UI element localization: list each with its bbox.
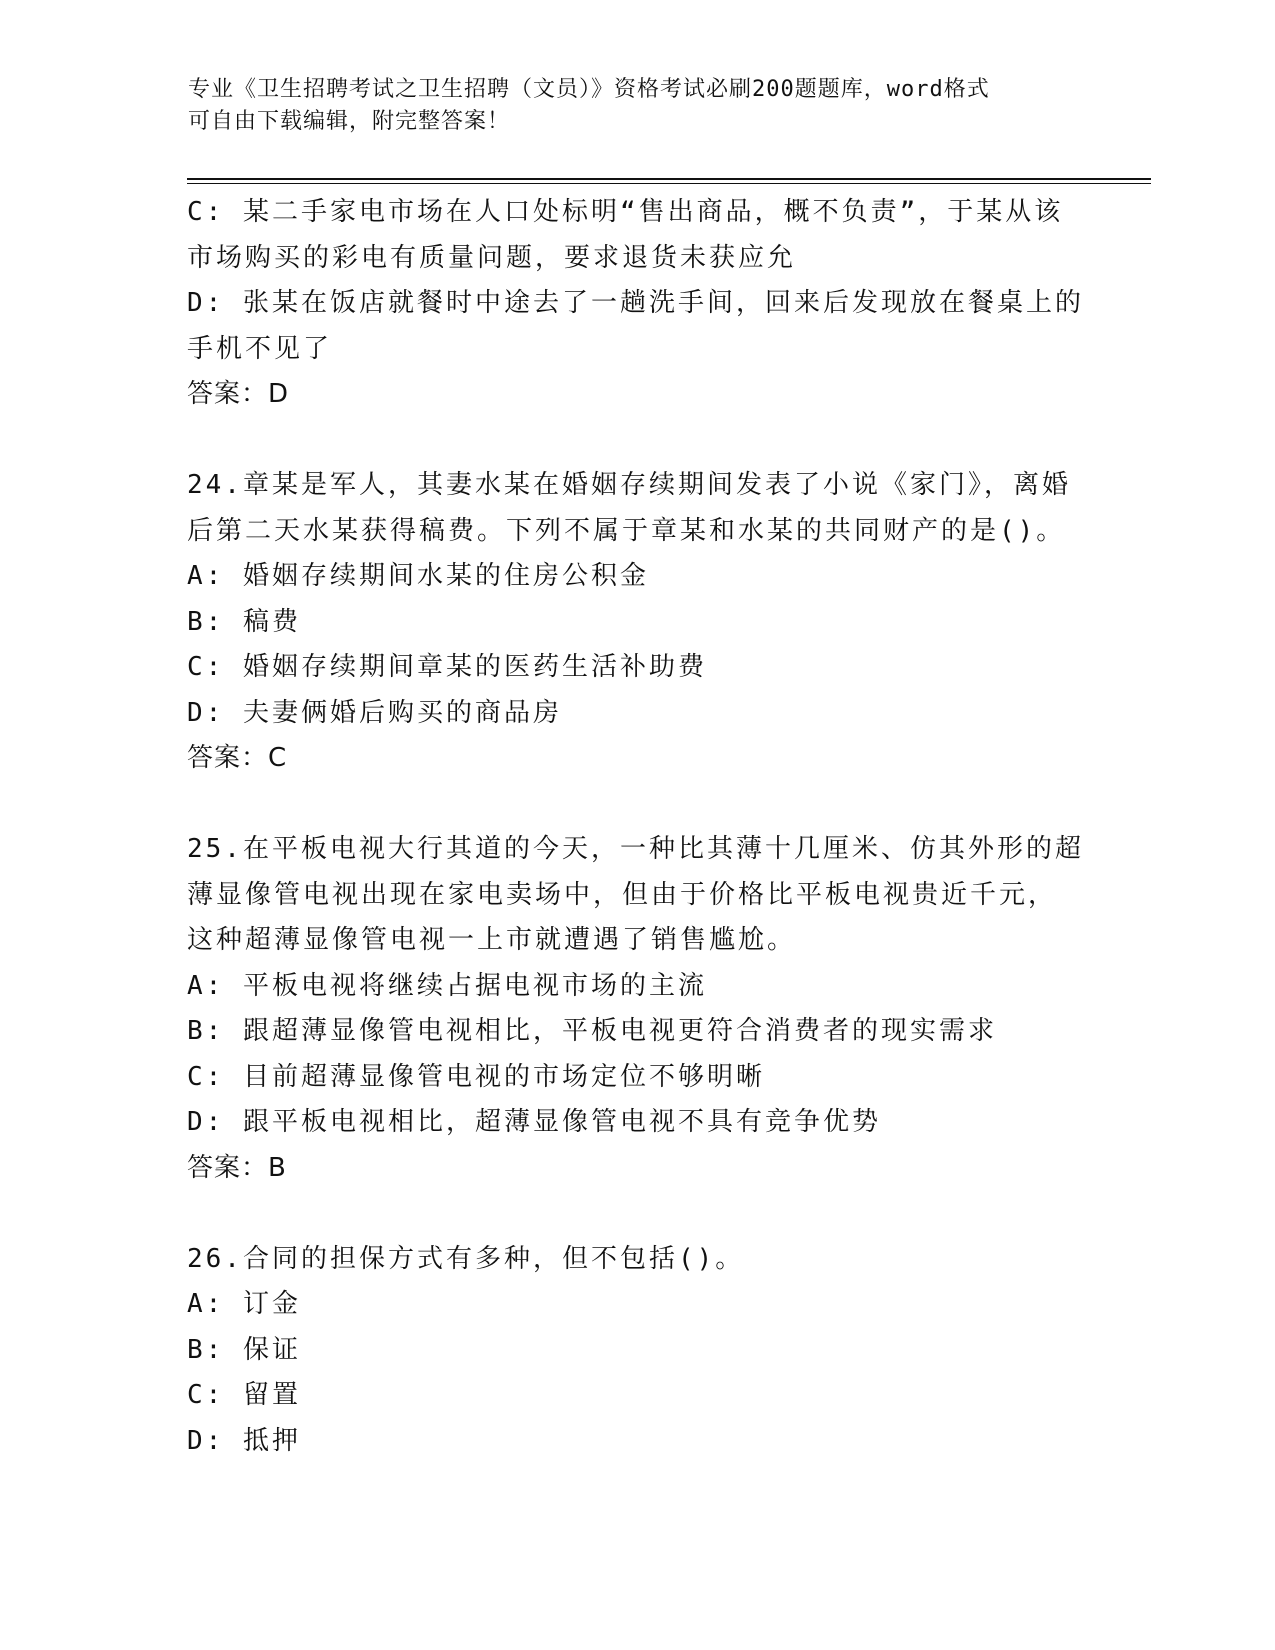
option-c: C: 婚姻存续期间章某的医药生活补助费 bbox=[187, 652, 707, 682]
answer: 答案：B bbox=[187, 1152, 287, 1183]
option-d: D: 跟平板电视相比，超薄显像管电视不具有竞争优势 bbox=[187, 1107, 881, 1137]
option-d-continued: 手机不见了 bbox=[187, 333, 333, 364]
question-stem: 26.合同的担保方式有多种，但不包括()。 bbox=[187, 1243, 745, 1274]
question-25 bbox=[187, 827, 1087, 1191]
option-a: A: 婚姻存续期间水某的住房公积金 bbox=[187, 561, 649, 591]
header-divider-top bbox=[187, 178, 1151, 180]
answer: 答案：C bbox=[187, 743, 288, 773]
option-b: B: 保证 bbox=[187, 1334, 301, 1365]
question-26 bbox=[187, 1237, 1087, 1465]
question-23-continued bbox=[187, 190, 1087, 418]
option-c: C: 某二手家电市场在人口处标明“售出商品，概不负责”，于某从该 bbox=[187, 197, 1064, 227]
question-stem: 24.章某是军人，其妻水某在婚姻存续期间发表了小说《家门》，离婚 bbox=[187, 470, 1071, 500]
option-c: C: 目前超薄显像管电视的市场定位不够明晰 bbox=[187, 1061, 765, 1092]
option-d: D: 抵押 bbox=[187, 1425, 301, 1456]
option-d: D: 夫妻俩婚后购买的商品房 bbox=[187, 697, 562, 728]
header-title-line-1: 专业《卫生招聘考试之卫生招聘（文员）》资格考试必刷200题题库，word格式 bbox=[188, 77, 990, 102]
option-c: C: 留置 bbox=[187, 1380, 301, 1410]
option-a: A: 订金 bbox=[187, 1289, 301, 1319]
header-title-line-2: 可自由下载编辑，附完整答案！ bbox=[188, 109, 511, 134]
question-stem: 25.在平板电视大行其道的今天，一种比其薄十几厘米、仿其外形的超 bbox=[187, 834, 1084, 864]
spacer bbox=[187, 418, 1087, 464]
page-header bbox=[188, 74, 1068, 138]
option-c-continued: 市场购买的彩电有质量问题，要求退货未获应允 bbox=[187, 242, 797, 273]
spacer bbox=[187, 1191, 1087, 1237]
question-24 bbox=[187, 463, 1087, 782]
option-d: D: 张某在饭店就餐时中途去了一趟洗手间，回来后发现放在餐桌上的 bbox=[187, 288, 1084, 318]
header-divider-bottom bbox=[187, 183, 1151, 184]
answer: 答案：D bbox=[187, 379, 290, 409]
question-stem-continued: 薄显像管电视出现在家电卖场中，但由于价格比平板电视贵近千元， bbox=[187, 879, 1058, 910]
spacer bbox=[187, 782, 1087, 828]
question-stem-continued: 这种超薄显像管电视一上市就遭遇了销售尴尬。 bbox=[187, 925, 797, 955]
question-content bbox=[187, 190, 1087, 1464]
option-b: B: 跟超薄显像管电视相比，平板电视更符合消费者的现实需求 bbox=[187, 1016, 997, 1046]
option-b: B: 稿费 bbox=[187, 606, 301, 637]
option-a: A: 平板电视将继续占据电视市场的主流 bbox=[187, 970, 707, 1001]
question-stem-continued: 后第二天水某获得稿费。下列不属于章某和水某的共同财产的是()。 bbox=[187, 515, 1066, 546]
